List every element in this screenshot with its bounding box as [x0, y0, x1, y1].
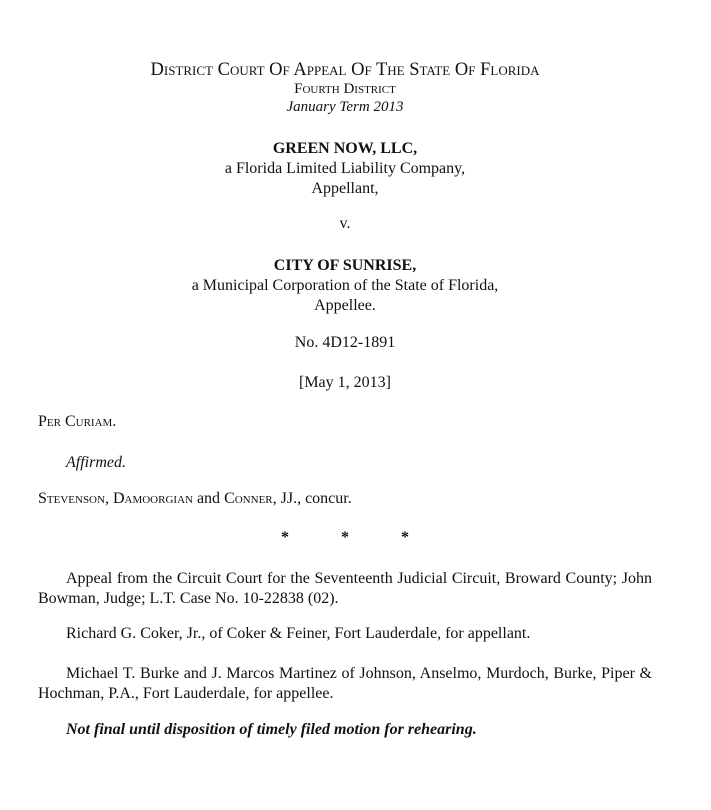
versus: v. [339, 215, 351, 232]
appellee-description: a Municipal Corporation of the State of Florida, [191, 277, 499, 294]
appeal-info-text: Appeal from the Circuit Court for the Seventeenth Judicial Circuit, Broward County; John Bowman, Judge; L.T. Case No. 10-22838 (02). [38, 570, 652, 607]
court-term: January Term 2013 [286, 99, 404, 115]
appellee-role: Appellee. [314, 297, 376, 314]
appellee-block [0, 256, 690, 316]
appellee-counsel-text: Michael T. Burke and J. Marcos Martinez of Johnson, Anselmo, Murdoch, Burke, Piper & Hochman, P.A., Fort Lauderdale, for appellee. [38, 665, 652, 702]
rehearing-notice: Not final until disposition of timely filed motion for rehearing. [66, 721, 477, 738]
case-number: No. 4D12-1891 [294, 334, 396, 351]
appellant-name: GREEN NOW, LLC, [272, 140, 418, 157]
appellee-name: CITY OF SUNRISE, [273, 257, 417, 274]
appellant-description: a Florida Limited Liability Company, [224, 160, 466, 177]
section-separator [0, 528, 690, 548]
judge-stevenson: Stevenson [38, 490, 105, 507]
appellee-counsel [38, 664, 652, 704]
separator-star: * [281, 529, 289, 546]
per-curiam: Per Curiam. [38, 413, 117, 430]
court-name: District Court Of Appeal Of The State Of Florida [150, 60, 540, 80]
separator-star: * [401, 529, 409, 546]
appellant-block [0, 139, 690, 199]
concurrence-separator-2: and [192, 490, 225, 507]
separator-star: * [341, 529, 349, 546]
appeal-info [38, 569, 652, 609]
concurrence-line [38, 489, 352, 509]
concurrence-tail: , JJ., concur. [272, 490, 352, 507]
judge-conner: Conner [224, 490, 273, 507]
disposition: Affirmed. [66, 454, 126, 471]
appellant-counsel [38, 624, 652, 644]
appellant-counsel-text: Richard G. Coker, Jr., of Coker & Feiner, Fort Lauderdale, for appellant. [66, 625, 531, 642]
judge-damoorgian: Damoorgian [112, 490, 193, 507]
concurrence-separator-1: , [104, 490, 113, 507]
appellant-role: Appellant, [311, 180, 379, 197]
district-name: Fourth District [294, 81, 396, 97]
decision-date: [May 1, 2013] [299, 374, 391, 391]
